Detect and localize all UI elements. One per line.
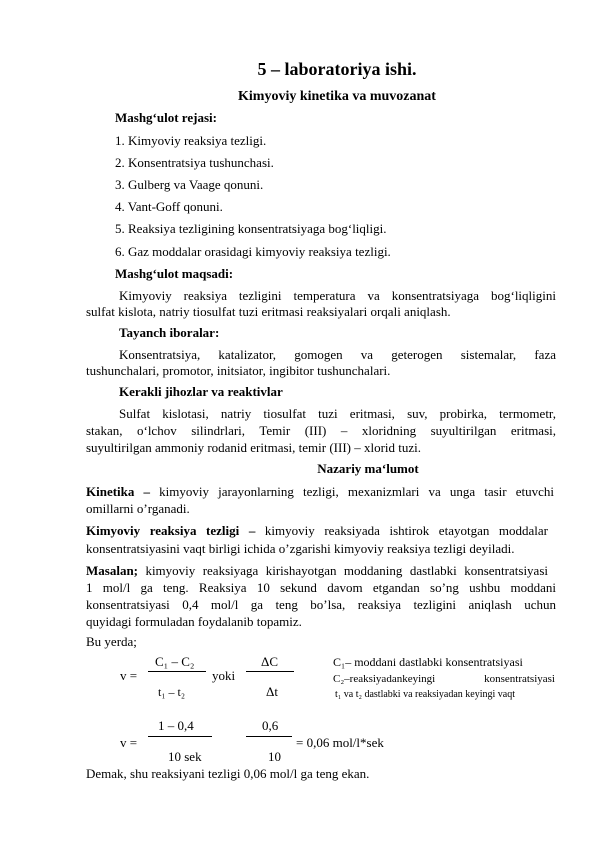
goal-text: Kimyoviy reaksiya tezligini temperatura va konsentratsiyaga bog‘liqligini bbox=[119, 288, 556, 303]
formula2-result: = 0,06 mol/l*sek bbox=[296, 735, 384, 750]
page-subtitle: Kimyoviy kinetika va muvozanat bbox=[238, 89, 436, 104]
equipment-heading: Kerakli jihozlar va reaktivlar bbox=[119, 384, 283, 399]
theory-heading: Nazariy ma‘lumot bbox=[317, 461, 419, 476]
fraction-bar bbox=[148, 671, 206, 672]
example-text: 1 mol/l ga teng. Reaksiya 10 sekund davom etgandan so’ng ushbu moddani bbox=[86, 580, 556, 595]
conclusion: Demak, shu reaksiyani tezligi 0,06 mol/l ga teng ekan. bbox=[86, 766, 370, 781]
plan-item: 2. Konsentratsiya tushunchasi. bbox=[115, 155, 274, 170]
formula1-numerator2: ΔC bbox=[261, 654, 279, 669]
legend-c2-text-end: konsentratsiyasi bbox=[484, 673, 555, 685]
goal-heading: Mashg‘ulot maqsadi: bbox=[115, 266, 234, 281]
fraction-bar bbox=[246, 671, 294, 672]
rate-definition bbox=[86, 522, 548, 539]
formula2-denominator2: 10 bbox=[268, 749, 281, 764]
example-paragraph bbox=[86, 562, 548, 579]
formula1-lhs: v = bbox=[120, 668, 138, 683]
rate-text: kimyoviy reaksiyada ishtirok etayotgan moddalar bbox=[264, 523, 549, 538]
example-text: konsentratsiyasi 0,4 mol/l ga teng bo’lsa, reaksiya tezligini aniqlash uchun bbox=[86, 597, 556, 612]
rate-term: Kimyoviy reaksiya tezligi – bbox=[86, 523, 256, 538]
plan-item: 1. Kimyoviy reaksiya tezligi. bbox=[115, 133, 267, 148]
legend-t: t₁ va t₂ dastlabki va reaksiyadan keyingi vaqt bbox=[335, 689, 515, 700]
formula1-denominator: t₁ – t₂ bbox=[158, 685, 186, 699]
kinetics-text: kimyoviy jarayonlarning tezligi, mexanizmlari va unga tasir etuvchi bbox=[159, 484, 554, 499]
formula1-numerator: C₁ – C₂ bbox=[155, 654, 195, 669]
formula1-or: yoki bbox=[212, 668, 236, 683]
terms-text: tushunchalari, promotor, initsiator, ingibitor tushunchalari. bbox=[86, 363, 391, 378]
legend-c1-text: C₁– moddani dastlabki konsentratsiyasi bbox=[333, 655, 523, 669]
formula1-denominator2: Δt bbox=[266, 684, 278, 699]
terms-heading: Tayanch iboralar: bbox=[119, 325, 220, 340]
plan-heading: Mashg‘ulot rejasi: bbox=[115, 110, 217, 125]
example-text: quyidagi formuladan foydalanib topamiz. bbox=[86, 614, 302, 629]
plan-item: 4. Vant-Goff qonuni. bbox=[115, 199, 223, 214]
goal-text: sulfat kislota, natriy tiosulfat tuzi eritmasi reaksiyalari orqali aniqlash. bbox=[86, 304, 451, 319]
kinetics-definition bbox=[86, 483, 554, 500]
plan-item: 3. Gulberg va Vaage qonuni. bbox=[115, 177, 264, 192]
example-text: kimyoviy reaksiyaga kirishayotgan moddaning dastlabki konsentratsiyasi bbox=[145, 563, 548, 578]
example-term: Masalan; bbox=[86, 563, 138, 578]
page-title: 5 – laboratoriya ishi. bbox=[257, 59, 417, 79]
kinetics-term: Kinetika – bbox=[86, 484, 151, 499]
terms-text: Konsentratsiya, katalizator, gomogen va geterogen sistemalar, faza bbox=[119, 347, 556, 362]
plan-item: 6. Gaz moddalar orasidagi kimyoviy reaksiya tezligi. bbox=[115, 244, 391, 259]
plan-item: 5. Reaksiya tezligining konsentratsiyaga bog‘liqligi. bbox=[115, 221, 387, 236]
kinetics-text: omillarni o’rganadi. bbox=[86, 501, 190, 516]
equipment-text: suyultirilgan ammoniy rodanid eritmasi, temir (III) – xlorid tuzi. bbox=[86, 440, 422, 455]
where-label: Bu yerda; bbox=[86, 634, 137, 649]
legend-c2 bbox=[333, 672, 555, 686]
legend-c2-text: C₂–reaksiyadankeyingi bbox=[333, 673, 436, 685]
fraction-bar bbox=[148, 736, 212, 737]
equipment-text: stakan, o‘lchov silindrlari, Temir (III) – xloridning suyultirilgan eritmasi, bbox=[86, 423, 556, 438]
rate-text: konsentratsiyasini vaqt birligi ichida o’zgarishi kimyoviy reaksiya tezligi deyiladi. bbox=[86, 541, 515, 556]
formula2-denominator: 10 sek bbox=[168, 749, 202, 764]
formula2-numerator2: 0,6 bbox=[262, 718, 279, 733]
fraction-bar bbox=[246, 736, 292, 737]
formula2-lhs: v = bbox=[120, 735, 138, 750]
formula2-numerator: 1 – 0,4 bbox=[158, 718, 194, 733]
equipment-text: Sulfat kislotasi, natriy tiosulfat tuzi eritmasi, suv, probirka, termometr, bbox=[119, 406, 556, 421]
legend-c1 bbox=[333, 655, 523, 670]
